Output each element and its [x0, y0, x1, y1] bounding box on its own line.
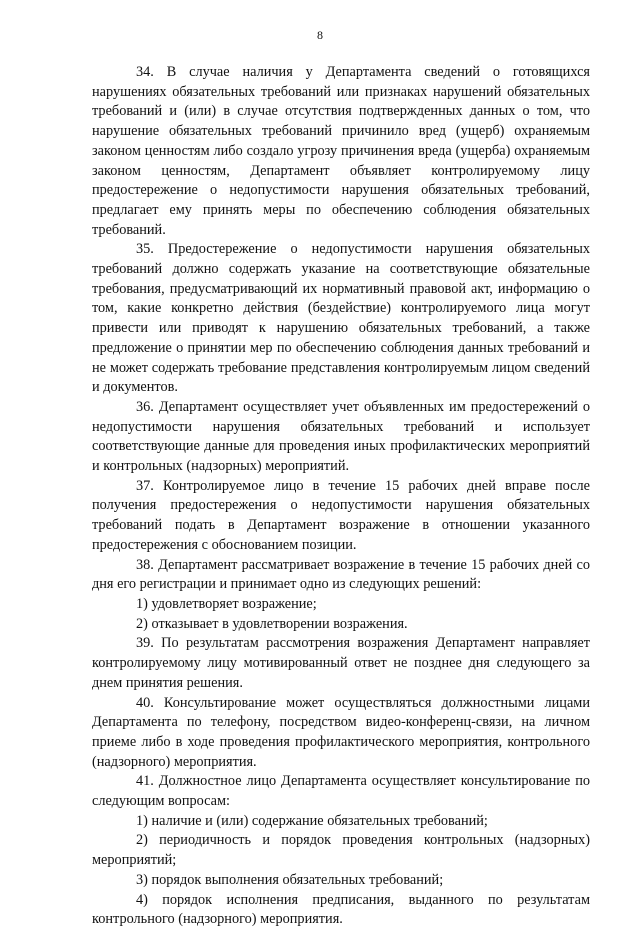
list-item-41-1: 1) наличие и (или) содержание обязательных требований;	[136, 812, 488, 829]
paragraph-40: 40. Консультирование может осуществляться должностными лицами Департамента по телефону, посредством видео-конференц-связи, на личном приеме либо в ходе проведения профилактического мероприятия, контрольного (надзорного) мероприятия.	[92, 694, 590, 770]
page-number: 8	[317, 28, 323, 42]
paragraph-37: 37. Контролируемое лицо в течение 15 рабочих дней вправе после получения предостережения о недопустимости нарушения обязательных требований подать в Департамент возражение в отношении указанного предостережения с обоснованием позиции.	[92, 477, 590, 553]
paragraph-34: 34. В случае наличия у Департамента сведений о готовящихся нарушениях обязательных требований или признаках нарушений обязательных требований и (или) в случае отсутствия подтвержденных данных о том, что нарушение обязательных требований причинило вред (ущерб) охраняемым законом ценностям либо создало угрозу причинения вреда (ущерба) охраняемым законом ценностям, Департамент объявляет контролируемому лицу предостережение о недопустимости нарушения обязательных требований, предлагает ему принять меры по обеспечению соблюдения обязательных требований.	[92, 64, 590, 238]
list-item-41-2: 2) периодичность и порядок проведения контрольных (надзорных) мероприятий;	[92, 832, 590, 869]
paragraph-39: 39. По результатам рассмотрения возражения Департамент направляет контролируемому лицу мотивированный ответ не позднее дня следующего за днем принятия решения.	[92, 635, 590, 691]
paragraph-36: 36. Департамент осуществляет учет объявленных им предостережений о недопустимости нарушения обязательных требований и использует соответствующие данные для проведения иных профилактических мероприятий и контрольных (надзорных) мероприятий.	[92, 398, 590, 475]
paragraph-41: 41. Должностное лицо Департамента осуществляет консультирование по следующим вопросам:	[92, 773, 590, 810]
paragraph-38: 38. Департамент рассматривает возражение в течение 15 рабочих дней со дня его регистрации и принимает одно из следующих решений:	[92, 556, 590, 593]
document-body	[92, 63, 590, 930]
list-item-38-2: 2) отказывает в удовлетворении возражения.	[136, 615, 408, 632]
list-item-41-3: 3) порядок выполнения обязательных требований;	[136, 871, 444, 888]
list-item-38-1: 1) удовлетворяет возражение;	[136, 595, 317, 612]
paragraph-35: 35. Предостережение о недопустимости нарушения обязательных требований должно содержать указание на соответствующие обязательные требования, предусматривающий их нормативный правовой акт, информацию о том, какие конкретно действия (бездействие) контролируемого лица могут привести или приводят к нарушению обязательных требований, а также предложение о принятии мер по обеспечению соблюдения данных требований и не может содержать требование представления контролируемым лицом сведений и документов.	[92, 241, 590, 396]
list-item-41-4: 4) порядок исполнения предписания, выданного по результатам контрольного (надзорного) мероприятия.	[92, 891, 590, 928]
